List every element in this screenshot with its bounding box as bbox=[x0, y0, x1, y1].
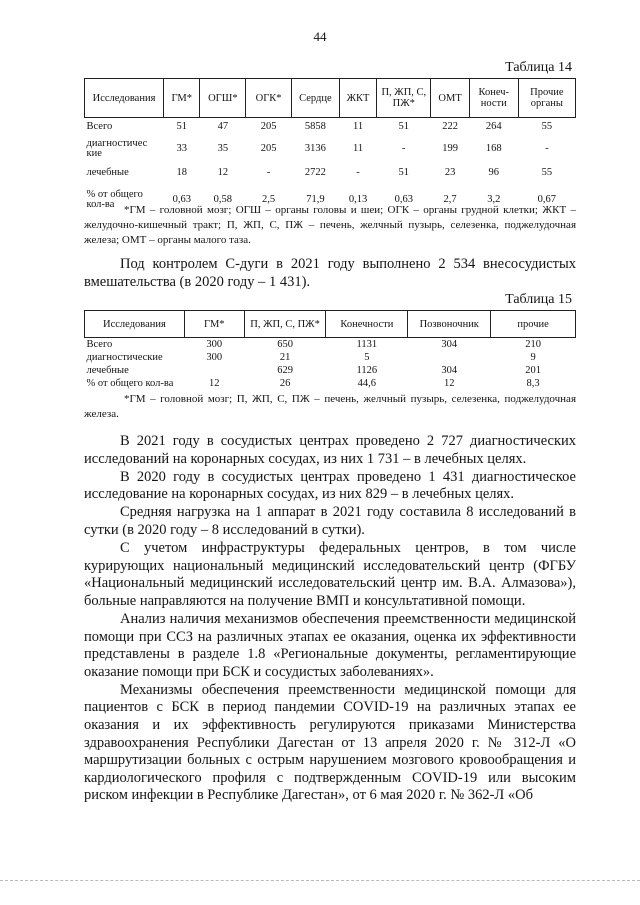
table-cell: 12 bbox=[209, 378, 220, 389]
table-cell: 18 bbox=[176, 167, 187, 178]
table-cell: 26 bbox=[279, 378, 291, 389]
table14-header: ОМТ bbox=[431, 79, 469, 118]
table-cell: 2,7 bbox=[443, 194, 457, 205]
table-cell: 210 bbox=[525, 339, 541, 350]
table-cell: 629 bbox=[277, 365, 293, 376]
page-bottom-rule bbox=[0, 880, 640, 881]
table-cell: 12 bbox=[217, 167, 229, 178]
table-cell: 44,6 bbox=[357, 378, 377, 389]
table-cell: 1126 bbox=[356, 365, 378, 376]
table-cell: 0,67 bbox=[537, 194, 557, 205]
table-cell: 5858 bbox=[304, 121, 326, 133]
body-text bbox=[84, 433, 576, 805]
table-row bbox=[85, 351, 576, 364]
paragraph: С учетом инфраструктуры федеральных центров, в том числе курирующих национальный медицинский исследовательский центр (ФГБУ «Национальный медицинский исследовательский центр им. В.А. Алмазова»), больные направляются на получение ВМП и консультативной помощи. bbox=[84, 540, 576, 609]
table-cell: 47 bbox=[217, 121, 229, 133]
table-cell: 205 bbox=[260, 121, 277, 133]
page-number: 44 bbox=[313, 29, 327, 44]
table14-header: Исследования bbox=[85, 79, 164, 118]
table-cell: 2722 bbox=[304, 167, 326, 178]
table-15 bbox=[84, 310, 576, 390]
table-cell: 0,13 bbox=[348, 194, 368, 205]
table15-header: Конечности bbox=[326, 311, 408, 338]
table-cell: диагностичес кие bbox=[86, 137, 148, 159]
paragraph: В 2021 году в сосудистых центрах проведено 2 727 диагностических исследований на коронарных сосудах, из них 1 731 – в лечебных целях. bbox=[84, 433, 576, 467]
paragraph: Средняя нагрузка на 1 аппарат в 2021 году составила 8 исследований в сутки (в 2020 году – 8 исследований в сутки). bbox=[84, 504, 576, 538]
table14-header: Конеч-ности bbox=[469, 79, 518, 118]
table-row bbox=[85, 162, 576, 184]
table-cell: 11 bbox=[352, 143, 364, 154]
table-cell: 0,63 bbox=[394, 194, 413, 205]
table-row bbox=[85, 118, 576, 136]
table-cell: 51 bbox=[398, 121, 410, 133]
table14-header: П, ЖП, С, ПЖ* bbox=[377, 79, 431, 118]
table14-header: ГМ* bbox=[164, 79, 200, 118]
table-cell: 51 bbox=[398, 167, 410, 178]
paragraph: Механизмы обеспечения преемственности медицинской помощи для пациентов с БСК в период пандемии COVID-19 на различных этапах ее оказания и их эффективность регулируются приказами Министерства здравоохранения Республики Дагестан от 13 апреля 2020 г. № 312-Л «О маршрутизации больных с острым нарушением мозгового кровообращения и кардиологического профиля с подтвержденным COVID-19 или высоким риском инфекции в Республике Дагестан», от 6 мая 2020 г. № 362-Л «Об bbox=[84, 681, 576, 804]
table-cell: 650 bbox=[277, 339, 293, 350]
table14-footnote: *ГМ – головной мозг; ОГШ – органы головы и шеи; ОГК – органы грудной клетки; ЖКТ – желудочно-кишечный тракт; П, ЖП, С, ПЖ – печень, желчный пузырь, селезенка, поджелудочная железа; ОМТ – органы малого таза. bbox=[84, 204, 576, 246]
table-cell: - bbox=[266, 167, 271, 178]
table14-caption: Таблица 14 bbox=[505, 60, 572, 75]
table-row bbox=[85, 136, 576, 162]
table-cell: Всего bbox=[86, 339, 113, 350]
table-cell: - bbox=[402, 143, 406, 154]
table-cell: Всего bbox=[86, 120, 113, 132]
table14-header: Сердце bbox=[291, 79, 339, 118]
table15-header: Позвоночник bbox=[408, 311, 491, 338]
table14-header: ОГК* bbox=[246, 79, 292, 118]
table-cell: 21 bbox=[279, 352, 291, 363]
table-cell: 23 bbox=[444, 167, 456, 178]
table-cell: - bbox=[356, 167, 360, 178]
table-cell: 96 bbox=[488, 167, 500, 178]
table-cell: % от общего кол-ва bbox=[86, 378, 174, 389]
table-cell bbox=[408, 351, 491, 364]
table-cell: 33 bbox=[176, 143, 187, 154]
table15-header: Исследования bbox=[85, 311, 185, 338]
table-cell: % от общего кол-ва bbox=[86, 188, 143, 210]
table-cell: 304 bbox=[441, 365, 458, 376]
table15-header-row bbox=[85, 311, 576, 338]
table-cell bbox=[184, 364, 244, 377]
table-row bbox=[85, 377, 576, 390]
table-cell: 0,58 bbox=[213, 194, 233, 205]
paragraph: Анализ наличия механизмов обеспечения преемственности медицинской помощи при ССЗ на различных этапах ее оказания, оценка их эффективности представлены в разделе 1.8 «Региональные документы, регламентирующие оказание помощи при БСК и сосудистых заболеваниях». bbox=[84, 610, 576, 680]
table15-caption: Таблица 15 bbox=[505, 292, 572, 307]
table-cell: - bbox=[545, 143, 549, 154]
table-cell: 264 bbox=[485, 121, 502, 133]
table-cell: 51 bbox=[176, 121, 187, 133]
table-cell: 35 bbox=[217, 143, 229, 154]
table14-header: ЖКТ bbox=[339, 79, 376, 118]
table-cell: 168 bbox=[485, 143, 502, 154]
table-cell: 55 bbox=[541, 167, 553, 178]
table-cell: 1131 bbox=[356, 339, 378, 350]
table-cell: лечебные bbox=[86, 166, 129, 178]
table-row bbox=[85, 338, 576, 352]
table-row bbox=[85, 364, 576, 377]
table-cell: 300 bbox=[206, 352, 223, 363]
table-cell: 55 bbox=[541, 121, 553, 133]
table-cell: 5 bbox=[364, 352, 370, 363]
paragraph: В 2020 году в сосудистых центрах проведено 1 431 диагностическое исследование на коронарных сосудах, из них 829 – в лечебных целях. bbox=[84, 468, 576, 503]
table-cell: 205 bbox=[260, 143, 277, 154]
intro-paragraph: Под контролем С-дуги в 2021 году выполнено 2 534 внесосудистых вмешательства (в 2020 году – 1 431). bbox=[84, 256, 576, 290]
table-14 bbox=[84, 78, 576, 216]
table15-header: ГМ* bbox=[184, 311, 244, 338]
table14-header-row bbox=[85, 79, 576, 118]
table15-header: прочие bbox=[491, 311, 576, 338]
table-cell: 12 bbox=[444, 378, 455, 389]
table-cell: диагностические bbox=[86, 352, 163, 363]
table-cell: 3,2 bbox=[487, 194, 501, 205]
table-cell: 2,5 bbox=[262, 194, 276, 205]
table-cell: 11 bbox=[352, 121, 364, 133]
table-cell: 199 bbox=[442, 143, 458, 154]
table-cell: 9 bbox=[530, 352, 536, 363]
table-cell: 222 bbox=[442, 121, 458, 133]
table14-header: ОГШ* bbox=[200, 79, 246, 118]
table-cell: лечебные bbox=[86, 365, 129, 376]
table-cell: 8,3 bbox=[526, 378, 540, 389]
table-cell: 304 bbox=[441, 339, 458, 350]
table-cell: 0,63 bbox=[172, 194, 191, 205]
table15-header: П, ЖП, С, ПЖ* bbox=[244, 311, 326, 338]
table-cell: 201 bbox=[525, 365, 541, 376]
table-cell: 71,9 bbox=[306, 194, 325, 205]
table-cell: 3136 bbox=[304, 143, 326, 154]
table14-header: Прочие органы bbox=[518, 79, 575, 118]
table-cell: 300 bbox=[206, 339, 223, 350]
table15-footnote: *ГМ – головной мозг; П, ЖП, С, ПЖ – печень, желчный пузырь, селезенка, поджелудочная железа. bbox=[84, 393, 576, 420]
